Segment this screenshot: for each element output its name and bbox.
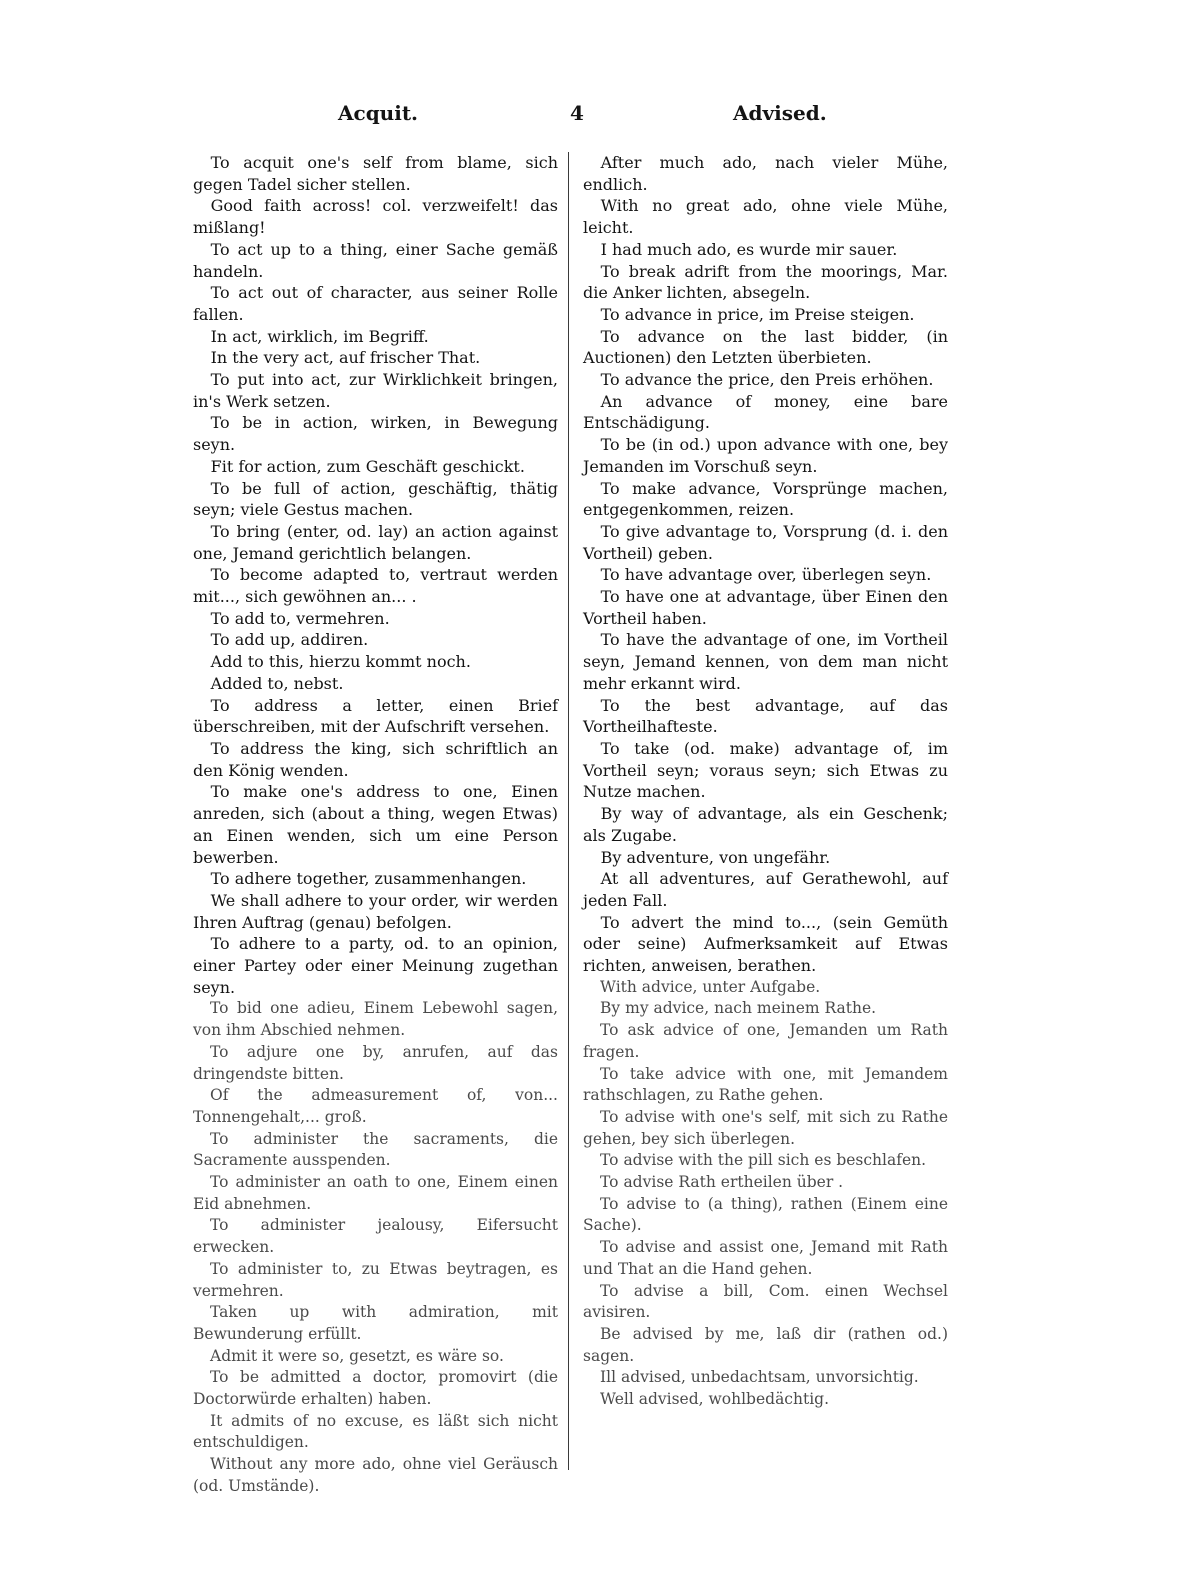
dictionary-entry: To administer an oath to one, Einem einen Eid abnehmen. <box>193 1173 558 1213</box>
dictionary-entry: To advance the price, den Preis erhöhen. <box>600 370 934 390</box>
dictionary-entry: I had much ado, es wurde mir sauer. <box>600 239 898 259</box>
dictionary-entry: To ask advice of one, Jemanden um Rath fragen. <box>583 1021 948 1061</box>
dictionary-entry: By adventure, von ungefähr. <box>600 847 831 867</box>
right-column <box>583 152 948 1411</box>
dictionary-entry: To advise Rath ertheilen über . <box>600 1173 844 1192</box>
dictionary-entry: We shall adhere to your order, wir werden Ihren Auftrag (genau) befolgen. <box>193 890 558 932</box>
page-number: 4 <box>570 101 584 125</box>
dictionary-entry: Well advised, wohlbedächtig. <box>600 1390 830 1409</box>
dictionary-entry: To address the king, sich schriftlich an den König wenden. <box>193 738 558 780</box>
dictionary-entry: After much ado, nach vieler Mühe, endlich. <box>583 153 948 194</box>
dictionary-entry: Added to, nebst. <box>210 673 344 693</box>
dictionary-entry: With no great ado, ohne viele Mühe, leicht. <box>583 196 948 238</box>
dictionary-entry: Be advised by me, laß dir (rathen od.) sagen. <box>583 1324 948 1365</box>
dictionary-entry: To advise with the pill sich es beschlafen. <box>600 1151 927 1170</box>
dictionary-entry: With advice, unter Aufgabe. <box>600 977 821 996</box>
dictionary-entry: To adhere to a party, od. to an opinion, einer Partey oder einer Meinung zugethan seyn. <box>193 934 558 997</box>
dictionary-entry: Of the admeasurement of, von... Tonnengehalt,... groß. <box>193 1086 558 1126</box>
dictionary-entry: To add up, addiren. <box>210 630 369 650</box>
dictionary-entry: To the best advantage, auf das Vortheilhafteste. <box>583 695 948 737</box>
dictionary-entry: To become adapted to, vertraut werden mit..., sich gewöhnen an... . <box>193 565 558 607</box>
dictionary-entry: To be admitted a doctor, promovirt (die Doctorwürde erhalten) haben. <box>193 1368 558 1409</box>
dictionary-entry: To administer to, zu Etwas beytragen, es vermehren. <box>193 1259 558 1300</box>
dictionary-entry: It admits of no excuse, es läßt sich nicht entschuldigen. <box>193 1411 558 1452</box>
dictionary-entry: To advise with one's self, mit sich zu Rathe gehen, bey sich überlegen. <box>583 1107 948 1148</box>
dictionary-entry: Fit for action, zum Geschäft geschickt. <box>210 456 525 476</box>
running-header <box>0 100 1191 130</box>
dictionary-entry: In the very act, auf frischer That. <box>210 348 481 368</box>
dictionary-entry: To be full of action, geschäftig, thätig seyn; viele Gestus machen. <box>193 478 558 520</box>
dictionary-entry: To have the advantage of one, im Vortheil seyn, Jemand kennen, von dem man nicht mehr erkannt wird. <box>583 630 948 693</box>
dictionary-entry: To break adrift from the moorings, Mar. die Anker lichten, absegeln. <box>583 261 948 303</box>
dictionary-entry: To advise to (a thing), rathen (Einem eine Sache). <box>583 1194 948 1235</box>
dictionary-entry: To be (in od.) upon advance with one, bey Jemanden im Vorschuß seyn. <box>583 435 948 476</box>
dictionary-entry: To be in action, wirken, in Bewegung seyn. <box>193 413 558 455</box>
dictionary-entry: Admit it were so, gesetzt, es wäre so. <box>210 1346 504 1365</box>
column-divider <box>568 152 569 1470</box>
dictionary-entry: To act out of character, aus seiner Rolle fallen. <box>193 283 558 324</box>
dictionary-entry: To bring (enter, od. lay) an action against one, Jemand gerichtlich belangen. <box>193 521 558 563</box>
dictionary-entry: To acquit one's self from blame, sich gegen Tadel sicher stellen. <box>193 153 558 194</box>
dictionary-entry: To take (od. make) advantage of, im Vortheil seyn; voraus seyn; sich Etwas zu Nutze machen. <box>583 738 948 802</box>
dictionary-entry: To give advantage to, Vorsprung (d. i. den Vortheil) geben. <box>583 521 948 563</box>
dictionary-entry: Without any more ado, ohne viel Geräusch (od. Umstände). <box>193 1455 558 1495</box>
dictionary-entry: To advise a bill, Com. einen Wechsel avisiren. <box>583 1281 948 1322</box>
dictionary-entry: To advert the mind to..., (sein Gemüth oder seine) Aufmerksamkeit auf Etwas richten, anweisen, berathen. <box>583 912 948 976</box>
dictionary-entry: To adhere together, zusammenhangen. <box>210 869 527 889</box>
dictionary-entry: To put into act, zur Wirklichkeit bringen, in's Werk setzen. <box>193 370 558 411</box>
dictionary-entry: To have one at advantage, über Einen den Vortheil haben. <box>583 587 948 628</box>
dictionary-entry: To bid one adieu, Einem Lebewohl sagen, von ihm Abschied nehmen. <box>193 999 558 1040</box>
dictionary-entry: To advance in price, im Preise steigen. <box>600 304 915 324</box>
dictionary-entry: Good faith across! col. verzweifelt! das mißlang! <box>193 196 558 238</box>
dictionary-entry: At all adventures, auf Gerathewohl, auf jeden Fall. <box>583 869 948 910</box>
dictionary-entry: By my advice, nach meinem Rathe. <box>600 999 877 1018</box>
dictionary-entry: Ill advised, unbedachtsam, unvorsichtig. <box>600 1368 919 1387</box>
left-column <box>193 152 558 1498</box>
dictionary-entry: An advance of money, eine bare Entschädigung. <box>583 391 948 433</box>
dictionary-entry: By way of advantage, als ein Geschenk; als Zugabe. <box>583 804 948 845</box>
dictionary-entry: To act up to a thing, einer Sache gemäß handeln. <box>193 239 558 281</box>
dictionary-entry: To adjure one by, anrufen, auf das dringendste bitten. <box>193 1042 558 1083</box>
dictionary-entry: Taken up with admiration, mit Bewunderung erfüllt. <box>193 1303 558 1343</box>
dictionary-entry: To add to, vermehren. <box>210 608 390 628</box>
dictionary-entry: To administer the sacraments, die Sacramente ausspenden. <box>193 1129 558 1170</box>
header-right-word: Advised. <box>733 101 827 125</box>
dictionary-entry: To take advice with one, mit Jemandem rathschlagen, zu Rathe gehen. <box>583 1064 948 1105</box>
dictionary-entry: To make advance, Vorsprünge machen, entgegenkommen, reizen. <box>583 478 948 520</box>
dictionary-entry: Add to this, hierzu kommt noch. <box>210 652 471 672</box>
dictionary-entry: In act, wirklich, im Begriff. <box>210 326 429 346</box>
dictionary-entry: To make one's address to one, Einen anreden, sich (about a thing, wegen Etwas) an Einen wenden, sich um eine Person bewerben. <box>193 782 558 867</box>
dictionary-entry: To address a letter, einen Brief überschreiben, mit der Aufschrift versehen. <box>193 695 558 737</box>
header-left-word: Acquit. <box>338 101 419 125</box>
dictionary-entry: To advance on the last bidder, (in Auctionen) den Letzten überbieten. <box>583 326 948 368</box>
dictionary-entry: To administer jealousy, Eifersucht erwecken. <box>193 1216 558 1257</box>
dictionary-entry: To have advantage over, überlegen seyn. <box>600 565 932 585</box>
dictionary-entry: To advise and assist one, Jemand mit Rath und That an die Hand gehen. <box>583 1238 948 1278</box>
